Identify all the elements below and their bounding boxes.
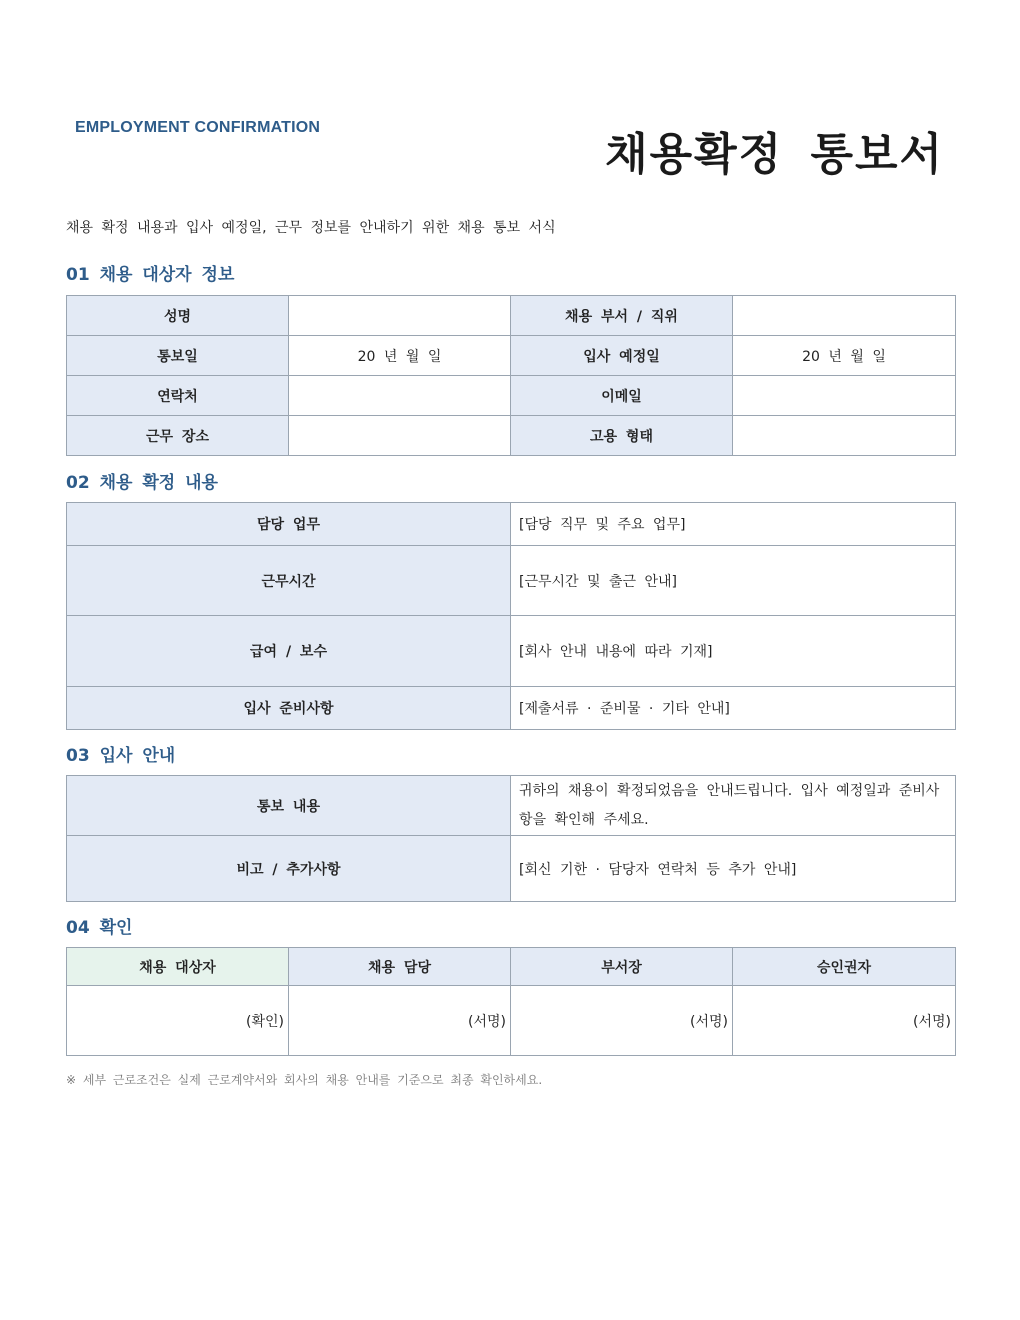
section-title-confirmation: 04 확인 bbox=[66, 918, 133, 938]
label-notice-date: 통보일 bbox=[67, 336, 289, 376]
contact-field[interactable] bbox=[289, 376, 511, 416]
candidate-confirm-box[interactable]: (확인) bbox=[67, 986, 289, 1056]
department-head-signature-box[interactable]: (서명) bbox=[511, 986, 733, 1056]
applicant-info-table bbox=[66, 295, 956, 456]
table-row bbox=[67, 546, 956, 616]
label-email: 이메일 bbox=[511, 376, 733, 416]
table-row bbox=[67, 836, 956, 902]
table-row bbox=[67, 336, 956, 376]
header-approver: 승인권자 bbox=[733, 948, 956, 986]
email-field[interactable] bbox=[733, 376, 956, 416]
label-start-date: 입사 예정일 bbox=[511, 336, 733, 376]
label-work-hours: 근무시간 bbox=[67, 546, 511, 616]
table-row bbox=[67, 416, 956, 456]
approver-signature-box[interactable]: (서명) bbox=[733, 986, 956, 1056]
department-position-field[interactable] bbox=[733, 296, 956, 336]
table-row bbox=[67, 687, 956, 730]
label-remarks: 비고 / 추가사항 bbox=[67, 836, 511, 902]
label-duties: 담당 업무 bbox=[67, 503, 511, 546]
section-title-onboarding-guide: 03 입사 안내 bbox=[66, 746, 176, 766]
label-name: 성명 bbox=[67, 296, 289, 336]
header-department-head: 부서장 bbox=[511, 948, 733, 986]
header-candidate: 채용 대상자 bbox=[67, 948, 289, 986]
remarks-field[interactable]: [회신 기한 · 담당자 연락처 등 추가 안내] bbox=[511, 836, 956, 902]
table-row bbox=[67, 986, 956, 1056]
label-contact: 연락처 bbox=[67, 376, 289, 416]
section-title-hiring-details: 02 채용 확정 내용 bbox=[66, 473, 218, 493]
table-row bbox=[67, 776, 956, 836]
table-row bbox=[67, 296, 956, 336]
header-recruiter: 채용 담당 bbox=[289, 948, 511, 986]
hiring-details-table bbox=[66, 502, 956, 730]
confirmation-signature-table bbox=[66, 947, 956, 1056]
footer-note: ※ 세부 근로조건은 실제 근로계약서와 회사의 채용 안내를 기준으로 최종 확인하세요. bbox=[66, 1073, 543, 1087]
table-row bbox=[67, 616, 956, 687]
work-hours-field[interactable]: [근무시간 및 출근 안내] bbox=[511, 546, 956, 616]
table-row bbox=[67, 376, 956, 416]
label-work-location: 근무 장소 bbox=[67, 416, 289, 456]
label-salary: 급여 / 보수 bbox=[67, 616, 511, 687]
onboarding-prep-field[interactable]: [제출서류 · 준비물 · 기타 안내] bbox=[511, 687, 956, 730]
label-department-position: 채용 부서 / 직위 bbox=[511, 296, 733, 336]
name-field[interactable] bbox=[289, 296, 511, 336]
form-description: 채용 확정 내용과 입사 예정일, 근무 정보를 안내하기 위한 채용 통보 서식 bbox=[66, 220, 556, 236]
label-notice-content: 통보 내용 bbox=[67, 776, 511, 836]
duties-field[interactable]: [담당 직무 및 주요 업무] bbox=[511, 503, 956, 546]
label-employment-type: 고용 형태 bbox=[511, 416, 733, 456]
subtitle-english: EMPLOYMENT CONFIRMATION bbox=[75, 119, 321, 136]
label-onboarding-prep: 입사 준비사항 bbox=[67, 687, 511, 730]
table-row bbox=[67, 948, 956, 986]
page-title: 채용확정 통보서 bbox=[605, 129, 944, 180]
start-date-field[interactable]: 20 년 월 일 bbox=[733, 336, 956, 376]
recruiter-signature-box[interactable]: (서명) bbox=[289, 986, 511, 1056]
employment-type-field[interactable] bbox=[733, 416, 956, 456]
notice-date-field[interactable]: 20 년 월 일 bbox=[289, 336, 511, 376]
table-row bbox=[67, 503, 956, 546]
notice-content-text: 귀하의 채용이 확정되었음을 안내드립니다. 입사 예정일과 준비사항을 확인해 주세요. bbox=[511, 776, 956, 836]
salary-field[interactable]: [회사 안내 내용에 따라 기재] bbox=[511, 616, 956, 687]
section-title-applicant-info: 01 채용 대상자 정보 bbox=[66, 265, 235, 285]
work-location-field[interactable] bbox=[289, 416, 511, 456]
onboarding-guide-table bbox=[66, 775, 956, 902]
